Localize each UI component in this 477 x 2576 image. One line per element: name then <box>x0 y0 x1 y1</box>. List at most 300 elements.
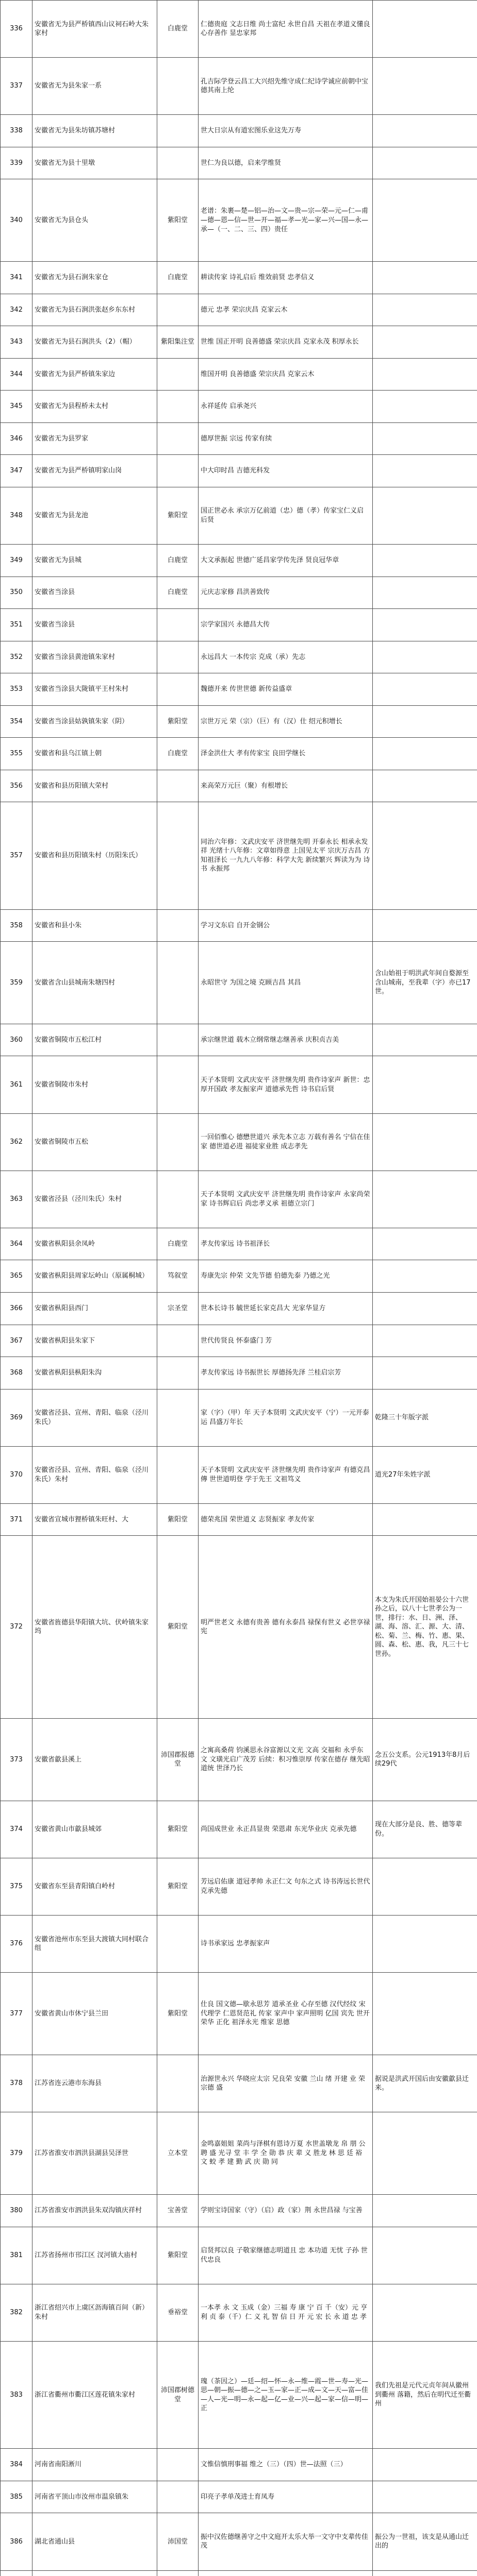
table-row <box>1 455 477 487</box>
address-cell: 安徽省无为县朱家一系 <box>32 58 157 115</box>
table-row <box>1 294 477 326</box>
hall-name-cell <box>157 1113 199 1171</box>
row-number-cell: 343 <box>1 326 32 359</box>
hall-name-cell: 白鹿堂 <box>157 262 199 294</box>
address-cell: 安徽省无为县石涧洪头（2）（帽） <box>32 326 157 359</box>
address-cell: 安徽省当涂县姑孰镇朱家（阴） <box>32 705 157 738</box>
generation-poem-cell: 诗书承家远 忠孝振家声 <box>199 1916 373 1973</box>
hall-name-cell: 白鹿堂 <box>157 544 199 577</box>
hall-name-cell: 紫阳堂 <box>157 179 199 262</box>
row-number-cell: 361 <box>1 1056 32 1113</box>
hall-name-cell <box>157 358 199 391</box>
hall-name-cell <box>157 294 199 326</box>
hall-name-cell: 笃叙堂 <box>157 1260 199 1293</box>
generation-poem-cell: 孔吉际学登云昌工大兴绍先维守成仁纪诗学诚应前朝中宝德其南上纶 <box>199 58 373 115</box>
hall-name-cell <box>157 770 199 802</box>
remarks-cell <box>373 2112 477 2195</box>
address-cell: 安徽省无为县城 <box>32 544 157 577</box>
hall-name-cell: 沛国郡报德堂 <box>157 1718 199 1801</box>
table-row <box>1 1916 477 1973</box>
table-row <box>1 1357 477 1389</box>
remarks-cell: 振公为一世祖，该支是从通山迁出的 <box>373 2513 477 2570</box>
address-cell: 湖北省通山县 <box>32 2513 157 2570</box>
address-cell: 安徽省无为县严桥镇西山议祠石岭大朱家村 <box>32 1 157 58</box>
generation-poem-cell: 一本孝 永 文 玉成（金）三福 寿 康 宁 百 千（安）元 亨 利 贞 泰（千）仁 义 礼 智 信 日 开 元 宏 长 永 道 忠 孝 <box>199 2284 373 2341</box>
row-number-cell: 377 <box>1 1973 32 2055</box>
table-row <box>1 2112 477 2195</box>
table-row <box>1 1973 477 2055</box>
generation-poem-cell: 世维 国正开明 良善德盛 荣宗庆昌 克家永茂 积厚永长 <box>199 326 373 359</box>
generation-poem-cell: 学习文东启 自开金钢公 <box>199 909 373 942</box>
address-cell: 安徽省无为县石涧朱家仓 <box>32 262 157 294</box>
table-row <box>1 1858 477 1915</box>
hall-name-cell: 紫阳堂 <box>157 1858 199 1915</box>
generation-poem-cell: 宗学家国兴 永德昌大传 <box>199 609 373 641</box>
row-number-cell: 341 <box>1 262 32 294</box>
address-cell: 安徽省无为县严桥镇朱家边 <box>32 358 157 391</box>
remarks-cell <box>373 1973 477 2055</box>
generation-poem-cell: 永远昌大 一本传宗 克成（承）先志 <box>199 641 373 673</box>
remarks-cell <box>373 1056 477 1113</box>
generation-poem-cell: 仕良 国文德—歇永思芳 道承圣业 心存至德 汉代经纹 宋代理学 仁恩贤范礼 传家 家声中 家声照明 亿国 宾先 世开荣华 正化 祖泽永光 维家 思德 <box>199 1973 373 2055</box>
table-row <box>1 115 477 147</box>
row-number-cell: 367 <box>1 1325 32 1357</box>
address-cell: 安徽省枞阳县余凤岭 <box>32 1228 157 1260</box>
table-row <box>1 544 477 577</box>
row-number-cell: 350 <box>1 577 32 609</box>
address-cell: 安徽省无为县朱坊镇苏塘村 <box>32 115 157 147</box>
table-row <box>1 770 477 802</box>
generation-poem-cell: 启贤邦以良 子敬家继德志明道且 忠 本功道 无忧 子孙 世代忠良 <box>199 2227 373 2284</box>
remarks-cell <box>373 1024 477 1056</box>
hall-name-cell <box>157 942 199 1024</box>
row-number-cell: 372 <box>1 1536 32 1718</box>
address-cell: 江苏省连云港市东海县 <box>32 2055 157 2112</box>
generation-poem-cell: 承宗继世道 载木立纲常继志继善承 庆积贞吉美 <box>199 1024 373 1056</box>
hall-name-cell: 白鹿堂 <box>157 1228 199 1260</box>
remarks-cell <box>373 1260 477 1293</box>
hall-name-cell <box>157 1056 199 1113</box>
generation-poem-cell: 宗世万元 荣（宗）（巨）有（汉）仕 绍元积增长 <box>199 705 373 738</box>
table-row <box>1 391 477 423</box>
hall-name-cell <box>157 147 199 179</box>
table-body <box>1 1 477 2576</box>
hall-name-cell <box>157 1325 199 1357</box>
remarks-cell <box>373 2481 477 2513</box>
row-number-cell: 356 <box>1 770 32 802</box>
address-cell: 安徽省无为县罗家 <box>32 422 157 455</box>
remarks-cell <box>373 2449 477 2481</box>
address-cell: 安徽省枞阳县朱家下 <box>32 1325 157 1357</box>
row-number-cell: 378 <box>1 2055 32 2112</box>
remarks-cell <box>373 179 477 262</box>
hall-name-cell: 紫阳集注堂 <box>157 326 199 359</box>
table-row <box>1 2227 477 2284</box>
address-cell: 安徽省含山县城南朱塘四村 <box>32 942 157 1024</box>
table-row <box>1 802 477 909</box>
hall-name-cell: 白鹿堂 <box>157 577 199 609</box>
generation-poem-cell: 治源世永兴 华晓应太宗 兄良荣 安徽 兰山 绪 开建 业 荣 宗德 盛 <box>199 2055 373 2112</box>
hall-name-cell: 宝善堂 <box>157 2195 199 2227</box>
remarks-cell <box>373 673 477 706</box>
generation-poem-cell: 天子本贤明 文武庆安平 济世继先明 贵作诗家声 新世：忠厚开国政 孝友振家声 道德承先哲 诗书启后贤 <box>199 1056 373 1113</box>
table-row <box>1 1801 477 1858</box>
row-number-cell: 363 <box>1 1171 32 1228</box>
generation-poem-cell: 魏德开来 传世世德 新传益盛章 <box>199 673 373 706</box>
row-number-cell: 358 <box>1 909 32 942</box>
hall-name-cell <box>157 58 199 115</box>
row-number-cell: 380 <box>1 2195 32 2227</box>
generation-poem-cell: 之寓高桑荷 钧溪思永谷富源以文光 文高 交福和 永乎东 文 文璜光启广茂芳 后续：积习惟崇厚 传家在德存 继先昭道统 世泽乃长 <box>199 1718 373 1801</box>
row-number-cell: 353 <box>1 673 32 706</box>
row-number-cell: 381 <box>1 2227 32 2284</box>
address-cell: 江苏省扬州市邗江区 汊河镇大庙村 <box>32 2227 157 2284</box>
table-row <box>1 1024 477 1056</box>
hall-name-cell: 紫阳堂 <box>157 705 199 738</box>
remarks-cell <box>373 1 477 58</box>
remarks-cell <box>373 1858 477 1915</box>
address-cell: 安徽省无为县严桥镇明家山岗 <box>32 455 157 487</box>
generation-poem-cell: 瑰（茶因之）—廷—绍—怀—永—维—霞—世—寿—光—思—朝—振—德—之—玉—家—正—成—文—天—富—佳—人—光—明—永—起—亿—业—兴—起—家—信—明—正 <box>199 2341 373 2448</box>
row-number-cell: 345 <box>1 391 32 423</box>
row-number-cell: 337 <box>1 58 32 115</box>
address-cell: 安徽省泾县（泾川朱氏）朱村 <box>32 1171 157 1228</box>
hall-name-cell: 白鹿堂 <box>157 738 199 770</box>
remarks-cell <box>373 2284 477 2341</box>
remarks-cell: 乾隆三十年版字派 <box>373 1389 477 1446</box>
remarks-cell <box>373 802 477 909</box>
hall-name-cell <box>157 802 199 909</box>
remarks-cell: 念五公支系。公元1913年8月后续29代 <box>373 1718 477 1801</box>
remarks-cell <box>373 1228 477 1260</box>
generation-poem-cell: 孝友传家远 诗书振世长 厚德扬先泽 兰桂启宗芳 <box>199 1357 373 1389</box>
remarks-cell <box>373 909 477 942</box>
hall-name-cell <box>157 1389 199 1446</box>
hall-name-cell: 紫阳堂 <box>157 1973 199 2055</box>
generation-poem-cell: 一回佰惟心 德懋世道兴 承先本立志 万载有善名 宁信在佳家 德世道必进 福徒家业胜 成志孝先 <box>199 1113 373 1171</box>
hall-name-cell: 紫阳堂 <box>157 487 199 544</box>
table-row <box>1 2570 477 2576</box>
remarks-cell <box>373 544 477 577</box>
row-number-cell: 360 <box>1 1024 32 1056</box>
table-row <box>1 147 477 179</box>
generation-poem-cell: 老谱：朱裹—楚—铝—治—文—贵—宗—荣—元—仁—甫—德—恩—信—世—开—福—孝—光—家—兴—国—永—承—（一、二、三、四）贵任 <box>199 179 373 262</box>
remarks-cell: 我们先祖是元代元贞年间从徽州到衢州 落籍，然后在明代迁至衢州 <box>373 2341 477 2448</box>
hall-name-cell <box>157 1916 199 1973</box>
hall-name-cell: 垂裕堂 <box>157 2284 199 2341</box>
hall-name-cell <box>157 455 199 487</box>
table-row <box>1 1 477 58</box>
generation-poem-cell: 大文承振起 世德广延昌家学传先泽 贤良冠华章 <box>199 544 373 577</box>
table-row <box>1 577 477 609</box>
remarks-cell <box>373 738 477 770</box>
table-row <box>1 179 477 262</box>
address-cell: 安徽省无为县龙池 <box>32 487 157 544</box>
address-cell: 浙江省绍兴市上虞区沥海镇百间（新） 朱村 <box>32 2284 157 2341</box>
table-row <box>1 358 477 391</box>
row-number-cell: 347 <box>1 455 32 487</box>
table-row <box>1 909 477 942</box>
generation-poem-cell: 泽金洪仕大 孝有传家宝 良田学继长 <box>199 738 373 770</box>
address-cell: 安徽省泾县、宣州、青阳、临泉（泾川朱氏）朱村 <box>32 1446 157 1503</box>
table-row <box>1 2513 477 2570</box>
address-cell: 安徽省黄山市休宁县兰田 <box>32 1973 157 2055</box>
generation-poem-cell: 金鸣嘉姐姐 菜尚与泽棋有恩诗万夏 水世盖墩龙 帛 朋 公 聘 盛 光寻 堂 丰 学 全 勋 恭 庆 辈 义 胜龙 林 思 廷 裕 文 蛟 孝 建 勤 武 庆 勋 同 <box>199 2112 373 2195</box>
generation-poem-cell: 永祥延传 启承尧兴 <box>199 391 373 423</box>
row-number-cell <box>1 2570 32 2576</box>
remarks-cell <box>373 2227 477 2284</box>
table-row <box>1 2284 477 2341</box>
address-cell: 安徽省和县历阳镇大荣村 <box>32 770 157 802</box>
remarks-cell <box>373 705 477 738</box>
address-cell: 河南省南阳淅川 <box>32 2449 157 2481</box>
table-row <box>1 1503 477 1536</box>
address-cell: 河南省平顶山市汝州市温泉镇朱 <box>32 2481 157 2513</box>
address-cell: 安徽省枞阳县周家坛岭山（原属桐城） <box>32 1260 157 1293</box>
table-row <box>1 1293 477 1325</box>
hall-name-cell: 沛国堂 <box>157 2513 199 2570</box>
hall-name-cell <box>157 1446 199 1503</box>
hall-name-cell: 紫阳堂 <box>157 1536 199 1718</box>
row-number-cell: 349 <box>1 544 32 577</box>
hall-name-cell <box>157 1171 199 1228</box>
row-number-cell: 342 <box>1 294 32 326</box>
generation-poem-cell: 孝友传家远 诗书祖泽长 <box>199 1228 373 1260</box>
row-number-cell: 382 <box>1 2284 32 2341</box>
address-cell: 安徽省歙县溪上 <box>32 1718 157 1801</box>
table-row <box>1 2195 477 2227</box>
table-row <box>1 2449 477 2481</box>
remarks-cell: 本支为朱氏开国始祖晏公十六世孙之后，以八十七世孝公为一世，排行：水、日、洲、泽、湖、海、溶、汇、源、大、清、松、菊、兰、梅、竹、惠、果、圆、森、松、惠、我，凡三十七世孙。 <box>373 1536 477 1718</box>
hall-name-cell: 白鹿堂 <box>157 1 199 58</box>
remarks-cell: 道光27年朱姓字派 <box>373 1446 477 1503</box>
address-cell: 江苏省淮安市泗洪县朱双沟镇庆祥村 <box>32 2195 157 2227</box>
remarks-cell <box>373 147 477 179</box>
table-row <box>1 1389 477 1446</box>
row-number-cell: 336 <box>1 1 32 58</box>
hall-name-cell <box>157 909 199 942</box>
generation-poem-cell: 国正世必永 承宗万亿前道（忠）德（孝）传家宝仁义启后贤 <box>199 487 373 544</box>
address-cell: 浙江省衢州市衢江区莲花镇朱家村 <box>32 2341 157 2448</box>
row-number-cell: 354 <box>1 705 32 738</box>
table-row <box>1 2055 477 2112</box>
address-cell: 安徽省铜陵市五松 <box>32 1113 157 1171</box>
table-row <box>1 2341 477 2448</box>
generation-poem-cell: 芳远启佑康 道冠孝帅 永正仁文 句东之式 诗书涛远长世代 克承先德 <box>199 1858 373 1915</box>
address-cell: 安徽省当涂县 <box>32 577 157 609</box>
row-number-cell: 368 <box>1 1357 32 1389</box>
remarks-cell <box>373 115 477 147</box>
table-row <box>1 1056 477 1113</box>
table-row <box>1 1536 477 1718</box>
hall-name-cell <box>157 422 199 455</box>
address-cell: 安徽省池州市东至县大渡镇大同村联合组 <box>32 1916 157 1973</box>
generation-poem-cell: 来高荣万元巨（聚）有根增长 <box>199 770 373 802</box>
row-number-cell: 365 <box>1 1260 32 1293</box>
address-cell: 安徽省东至县青阳镇白岭村 <box>32 1858 157 1915</box>
remarks-cell <box>373 1357 477 1389</box>
address-cell: 安徽省当涂县 <box>32 609 157 641</box>
remarks-cell <box>373 1503 477 1536</box>
row-number-cell: 339 <box>1 147 32 179</box>
address-cell: 安徽省铜陵市五松江村 <box>32 1024 157 1056</box>
row-number-cell: 384 <box>1 2449 32 2481</box>
hall-name-cell <box>157 2055 199 2112</box>
hall-name-cell <box>157 2481 199 2513</box>
hall-name-cell <box>157 1357 199 1389</box>
row-number-cell: 351 <box>1 609 32 641</box>
hall-name-cell: 紫阳堂 <box>157 2227 199 2284</box>
generation-poem-cell: 德厚世振 宗远 传家有续 <box>199 422 373 455</box>
row-number-cell: 379 <box>1 2112 32 2195</box>
generation-poem-cell: 耕读传家 诗礼启后 维效前贤 忠孝信义 <box>199 262 373 294</box>
table-row <box>1 1718 477 1801</box>
table-row <box>1 2481 477 2513</box>
row-number-cell: 386 <box>1 2513 32 2570</box>
table-row <box>1 487 477 544</box>
row-number-cell: 369 <box>1 1389 32 1446</box>
table-row <box>1 738 477 770</box>
address-cell: 安徽省当涂县黄池镇朱家村 <box>32 641 157 673</box>
table-row <box>1 1260 477 1293</box>
generation-poem-cell: 同治六年修：文武庆安平 济世继先明 开泰永长 相承永发祥 光绪十八年修：文章如得意 上国见太平 宗庆万古昌 方知祖泽长 一九九八年修：科学大先 新续繁兴 辉读为为 诗书 永振邦 <box>199 802 373 909</box>
row-number-cell: 344 <box>1 358 32 391</box>
generation-poem-cell: 世本长诗书 毓世延长家克昌大 光家华显方 <box>199 1293 373 1325</box>
remarks-cell <box>373 487 477 544</box>
row-number-cell: 355 <box>1 738 32 770</box>
row-number-cell: 346 <box>1 422 32 455</box>
remarks-cell: 现在大部分是良、胜、德等辈份。 <box>373 1801 477 1858</box>
generation-poem-cell: 印亮子孝单茂进士育凤寿 <box>199 2481 373 2513</box>
table-row <box>1 641 477 673</box>
generation-poem-cell: 文惟信慎刑事福 维之（三）（四）世—法照（三） <box>199 2449 373 2481</box>
table-row <box>1 705 477 738</box>
row-number-cell: 348 <box>1 487 32 544</box>
remarks-cell <box>373 391 477 423</box>
generation-poem-cell: 世代传贤良 怀泰盛门 芳 <box>199 1325 373 1357</box>
address-cell: 安徽省泾县、宣州、青阳、临泉（泾川朱氏） <box>32 1389 157 1446</box>
remarks-cell <box>373 641 477 673</box>
table-row <box>1 262 477 294</box>
hall-name-cell <box>157 115 199 147</box>
hall-name-cell <box>157 673 199 706</box>
row-number-cell: 338 <box>1 115 32 147</box>
hall-name-cell <box>157 2449 199 2481</box>
generation-poem-cell <box>199 2570 373 2576</box>
address-cell: 安徽省铜陵市朱村 <box>32 1056 157 1113</box>
remarks-cell <box>373 1171 477 1228</box>
hall-name-cell <box>157 1024 199 1056</box>
generation-poem-cell: 维国开明 良善德盛 荣宗庆昌 克家云木 <box>199 358 373 391</box>
generation-poem-cell: 中大印时昌 吉德光科发 <box>199 455 373 487</box>
hall-name-cell: 沛国郡树德堂 <box>157 2341 199 2448</box>
remarks-cell <box>373 577 477 609</box>
address-cell: 安徽省黄山市歙县城郊 <box>32 1801 157 1858</box>
generation-poem-cell: 元庆志家修 昌洪善致传 <box>199 577 373 609</box>
generation-poem-cell: 寿康先宗 仲荣 文先节德 伯德先泰 乃德之光 <box>199 1260 373 1293</box>
table-row <box>1 1228 477 1260</box>
remarks-cell: 含山始祖于明洪武年间自婺源至含山城南，至我辈（字）亦已17世。 <box>373 942 477 1024</box>
remarks-cell <box>373 294 477 326</box>
row-number-cell: 359 <box>1 942 32 1024</box>
remarks-cell <box>373 455 477 487</box>
address-cell: 安徽省枞阳县枞阳朱沟 <box>32 1357 157 1389</box>
address-cell: 安徽省无为县石涧洪张赵乡东东村 <box>32 294 157 326</box>
generation-poem-cell: 天子本贤明 文武庆安平 济世继先明 贵作诗家声 永家尚荣家 诗书辉启后 尚忠孝义承 祖德立宗门 <box>199 1171 373 1228</box>
remarks-cell <box>373 326 477 359</box>
remarks-cell: 据说是洪武开国后由安徽歙县迁来。 <box>373 2055 477 2112</box>
generation-poem-cell: 学则宝诗国家（守）（启）政（家）荆 永世昌禄 与宝善 <box>199 2195 373 2227</box>
row-number-cell: 371 <box>1 1503 32 1536</box>
address-cell: 安徽省当涂县大陇镇平王村朱村 <box>32 673 157 706</box>
remarks-cell <box>373 2195 477 2227</box>
table-row <box>1 326 477 359</box>
hall-name-cell: 立本堂 <box>157 2112 199 2195</box>
row-number-cell: 362 <box>1 1113 32 1171</box>
address-cell: 安徽省旌德县华阳镇大坑、伏岭镇朱家坞 <box>32 1536 157 1718</box>
address-cell: 安徽省无为县仓头 <box>32 179 157 262</box>
hall-name-cell <box>157 609 199 641</box>
row-number-cell: 364 <box>1 1228 32 1260</box>
address-cell: 安徽省无为县十里墩 <box>32 147 157 179</box>
table-row <box>1 609 477 641</box>
table-row <box>1 1171 477 1228</box>
address-cell: 安徽省和县乌江镇上朝 <box>32 738 157 770</box>
hall-name-cell <box>157 641 199 673</box>
generation-poem-cell: 家（字）（甲）年 天子本贤明 文武庆安平（宁）一元开泰运 昌盛万年长 <box>199 1389 373 1446</box>
hall-name-cell <box>157 391 199 423</box>
row-number-cell: 375 <box>1 1858 32 1915</box>
remarks-cell <box>373 1113 477 1171</box>
hall-name-cell: 紫阳堂 <box>157 1503 199 1536</box>
generation-poem-cell: 明严世老文 永德有贵善 德有永泰昌 禄保有世义 必世享禄 宪 <box>199 1536 373 1718</box>
generation-poem-cell: 世大日宗从有道宏图乐业这先万寿 <box>199 115 373 147</box>
generation-poem-cell: 振中汉佐德继善守之中文庭开太乐大举一文守中支辈传佳茂 <box>199 2513 373 2570</box>
generation-poem-cell: 世仁为良以德，启来学维贤 <box>199 147 373 179</box>
remarks-cell <box>373 770 477 802</box>
address-cell: 安徽省和县历阳镇朱村（历阳朱氏） <box>32 802 157 909</box>
row-number-cell: 373 <box>1 1718 32 1801</box>
address-cell: 安徽省宣城市狸桥镇朱旺村、大 <box>32 1503 157 1536</box>
remarks-cell <box>373 2570 477 2576</box>
row-number-cell: 352 <box>1 641 32 673</box>
generation-poem-cell: 德元 忠孝 荣宗庆昌 克家云木 <box>199 294 373 326</box>
generation-poem-cell: 德荣兆国 荣世道义 志贤振家 孝友传家 <box>199 1503 373 1536</box>
table-row <box>1 1113 477 1171</box>
row-number-cell: 370 <box>1 1446 32 1503</box>
remarks-cell <box>373 422 477 455</box>
hall-name-cell <box>157 2570 199 2576</box>
address-cell <box>32 2570 157 2576</box>
row-number-cell: 366 <box>1 1293 32 1325</box>
row-number-cell: 376 <box>1 1916 32 1973</box>
row-number-cell: 340 <box>1 179 32 262</box>
table-row <box>1 942 477 1024</box>
table-row <box>1 422 477 455</box>
table-row <box>1 58 477 115</box>
hall-name-cell: 紫阳堂 <box>157 1801 199 1858</box>
row-number-cell: 383 <box>1 2341 32 2448</box>
remarks-cell <box>373 358 477 391</box>
address-cell: 安徽省和县小朱 <box>32 909 157 942</box>
row-number-cell: 374 <box>1 1801 32 1858</box>
generation-poem-cell: 天子本贤明 文武庆安平 济世继先明 贵作诗家声 有德克昌傳 世世道明登 学于先王 文祖笃义 <box>199 1446 373 1503</box>
hall-name-cell: 宗圣堂 <box>157 1293 199 1325</box>
generation-poem-cell: 永昭世守 为国之境 克顾吉昌 其昌 <box>199 942 373 1024</box>
table-row <box>1 1325 477 1357</box>
remarks-cell <box>373 1293 477 1325</box>
remarks-cell <box>373 609 477 641</box>
